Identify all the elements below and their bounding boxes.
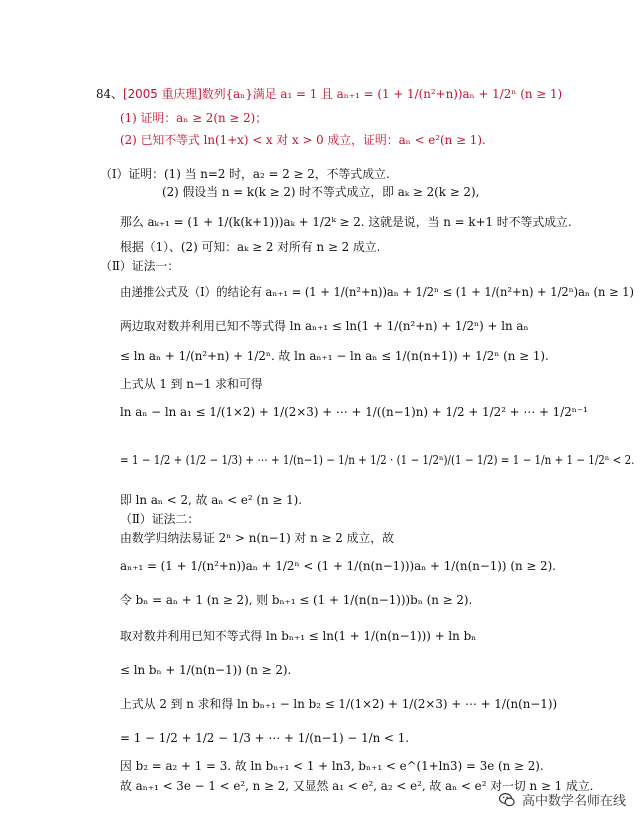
solution-line: aₙ₊₁ = (1 + 1/(n²+n))aₙ + 1/2ⁿ < (1 + 1/(n(n−1)))aₙ + 1/(n(n−1)) (n ≥ 2). [120,559,557,573]
problem-number: 84、 [96,87,123,101]
solution-line: （Ⅰ）证明：(1) 当 n=2 时，a₂ = 2 ≥ 2，不等式成立. [100,167,390,181]
watermark [498,790,626,809]
problem-part-1: (1) 证明：aₙ ≥ 2(n ≥ 2)； [120,111,268,125]
solution-line: （Ⅱ）证法二： [120,512,200,526]
solution-line: 由数学归纳法易证 2ⁿ > n(n−1) 对 n ≥ 2 成立，故 [120,531,395,545]
solution-line: 令 bₙ = aₙ + 1 (n ≥ 2), 则 bₙ₊₁ ≤ (1 + 1/(n(n−1)))bₙ (n ≥ 2). [120,593,473,607]
solution-line: = 1 − 1/2 + 1/2 − 1/3 + ⋯ + 1/(n−1) − 1/n < 1. [120,731,410,745]
solution-line: 上式从 1 到 n−1 求和可得 [120,377,263,391]
solution-line: 两边取对数并利用已知不等式得 ln aₙ₊₁ ≤ ln(1 + 1/(n²+n) + 1/2ⁿ) + ln aₙ [120,319,529,333]
solution-line: 故 aₙ₊₁ < 3e − 1 < e², n ≥ 2, 又显然 a₁ < e², a₂ < e², 故 aₙ < e² 对一切 n ≥ 1 成立. [120,779,594,793]
solution-line: ln aₙ − ln a₁ ≤ 1/(1×2) + 1/(2×3) + ⋯ + 1/((n−1)n) + 1/2 + 1/2² + ⋯ + 1/2ⁿ⁻¹ [120,405,588,419]
solution-line: 因 b₂ = a₂ + 1 = 3. 故 ln bₙ₊₁ < 1 + ln3, bₙ₊₁ < e^(1+ln3) = 3e (n ≥ 2). [120,759,544,773]
solution-line: 那么 aₖ₊₁ = (1 + 1/(k(k+1)))aₖ + 1/2ᵏ ≥ 2. 这就是说，当 n = k+1 时不等式成立. [120,215,572,229]
solution-line: 即 ln aₙ < 2, 故 aₙ < e² (n ≥ 1). [120,493,303,507]
watermark-text: 高中数学名师在线 [521,794,626,809]
solution-line: 上式从 2 到 n 求和得 ln bₙ₊₁ − ln b₂ ≤ 1/(1×2) + 1/(2×3) + ⋯ + 1/(n(n−1)) [120,697,558,711]
problem-stem-text: 数列{aₙ}满足 a₁ = 1 且 aₙ₊₁ = (1 + 1/(n²+n))aₙ + 1/2ⁿ (n ≥ 1) [201,87,563,101]
solution-line: 由递推公式及（Ⅰ）的结论有 aₙ₊₁ = (1 + 1/(n²+n))aₙ + 1/2ⁿ ≤ (1 + 1/(n²+n) + 1/2ⁿ)aₙ (n ≥ 1) [120,285,635,299]
solution-line: ≤ ln aₙ + 1/(n²+n) + 1/2ⁿ. 故 ln aₙ₊₁ − ln aₙ ≤ 1/(n(n+1)) + 1/2ⁿ (n ≥ 1). [120,349,549,363]
solution-line: 取对数并利用已知不等式得 ln bₙ₊₁ ≤ ln(1 + 1/(n(n−1))) + ln bₙ [120,629,477,643]
wechat-logo-icon [498,791,516,809]
solution-line: = 1 − 1/2 + (1/2 − 1/3) + ⋯ + 1/(n−1) − 1/n + 1/2 · (1 − 1/2ⁿ)/(1 − 1/2) = 1 − 1/n + 1 − 1/2ⁿ < 2. [120,453,635,467]
solution-line: （Ⅱ）证法一： [100,259,180,273]
solution-line: ≤ ln bₙ + 1/(n(n−1)) (n ≥ 2). [120,663,292,677]
solution-line: (2) 假设当 n = k(k ≥ 2) 时不等式成立，即 aₖ ≥ 2(k ≥ 2), [162,185,480,199]
solution-line: 根据（1）、(2) 可知：aₖ ≥ 2 对所有 n ≥ 2 成立. [120,240,381,254]
problem-stem [96,86,634,102]
problem-part-2: (2) 已知不等式 ln(1+x) < x 对 x > 0 成立，证明：aₙ < e²(n ≥ 1). [120,133,486,147]
problem-source: [2005 重庆理] [122,87,202,101]
